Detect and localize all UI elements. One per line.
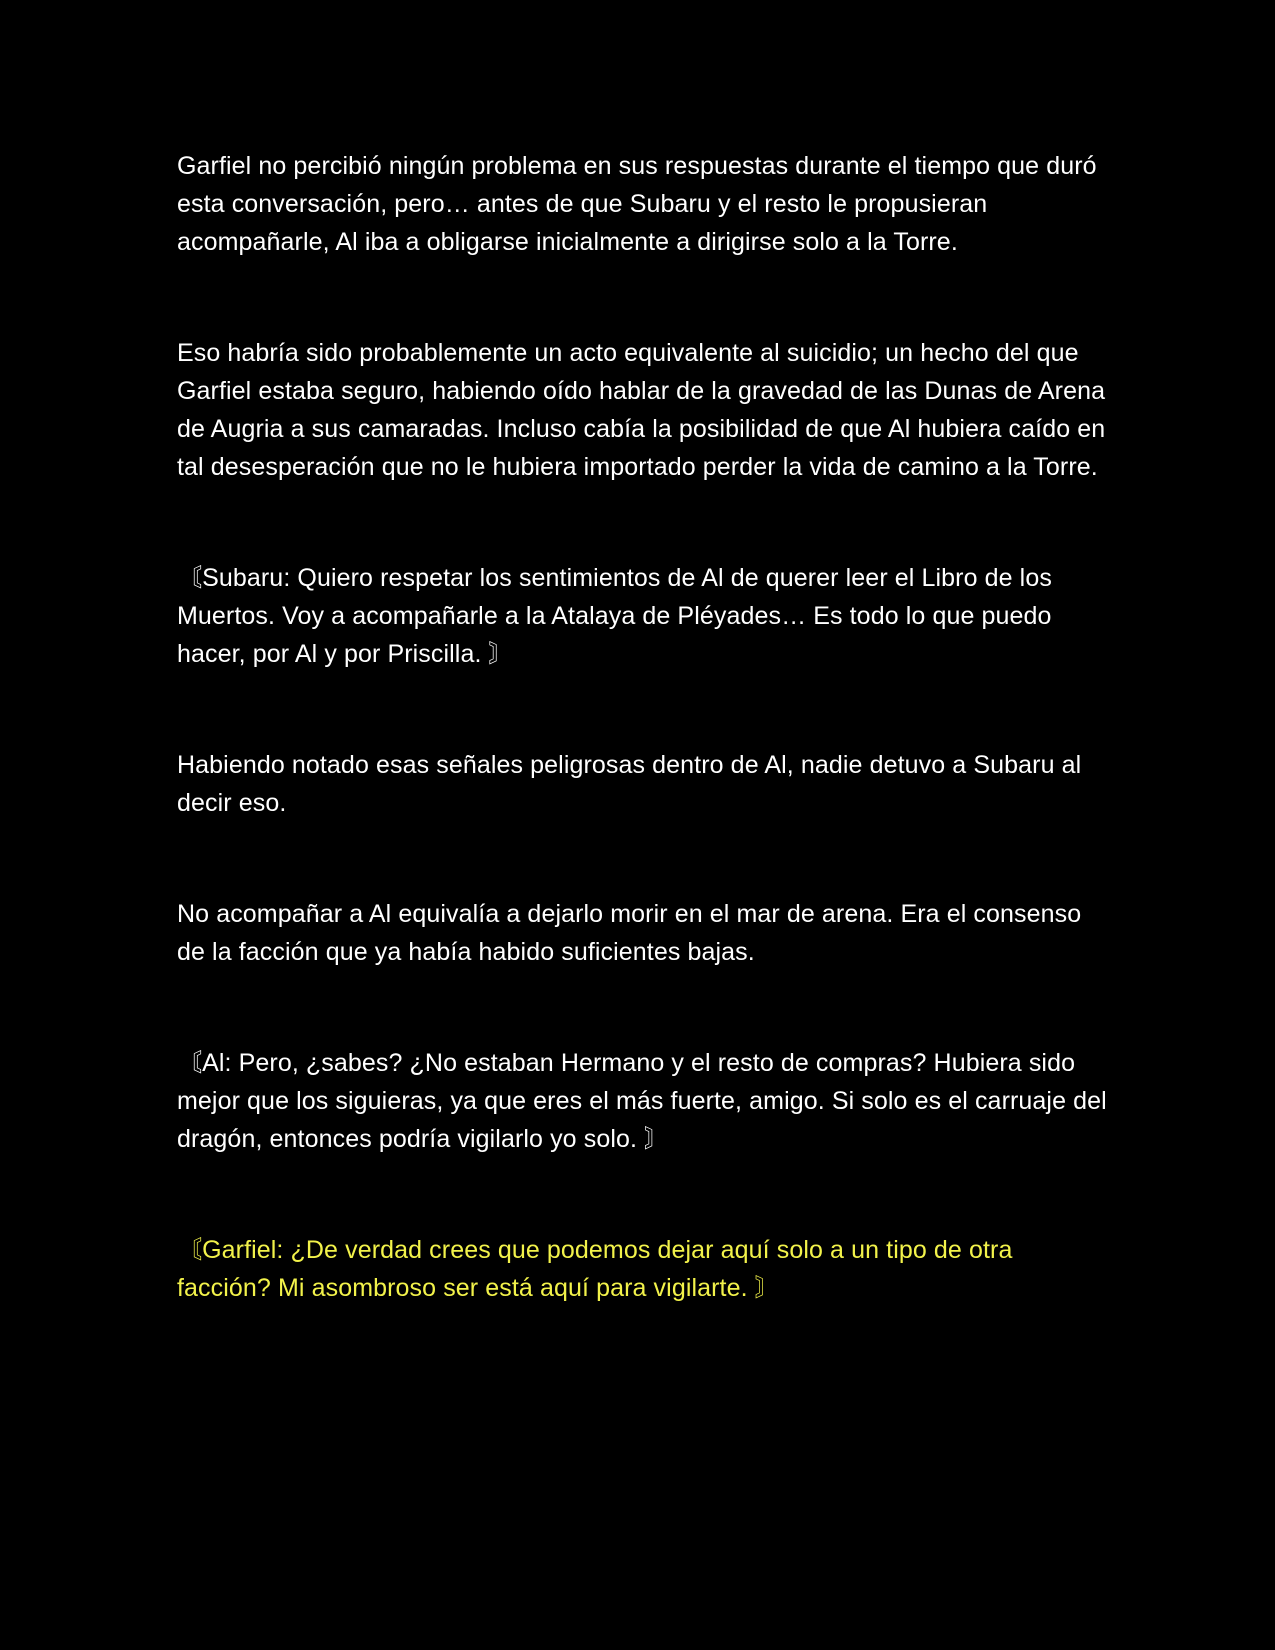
dialogue-al: 〘Al: Pero, ¿sabes? ¿No estaban Hermano y el resto de compras? Hubiera sido mejor que los siguieras, ya que eres el más fuerte, amigo. Si solo es el carruaje del dragón, entonces podría vigilarlo yo solo. 〙 xyxy=(177,1049,1107,1153)
paragraph: Garfiel no percibió ningún problema en sus respuestas durante el tiempo que duró esta conversación, pero… antes de que Subaru y el resto le propusieran acompañarle, Al iba a obligarse inicialmente a dirigirse solo a la Torre. xyxy=(177,152,1097,256)
paragraph: No acompañar a Al equivalía a dejarlo morir en el mar de arena. Era el consenso de la facción que ya había habido suficientes bajas. xyxy=(177,900,1082,966)
dialogue-garfiel-highlighted: 〘Garfiel: ¿De verdad crees que podemos dejar aquí solo a un tipo de otra facción? Mi asombroso ser está aquí para vigilarte. 〙 xyxy=(177,1236,1013,1302)
dialogue-subaru: 〘Subaru: Quiero respetar los sentimientos de Al de querer leer el Libro de los Muertos. Voy a acompañarle a la Atalaya de Pléyades… Es todo lo que puedo hacer, por Al y por Priscilla. 〙 xyxy=(177,564,1052,668)
document-body xyxy=(177,147,1107,1307)
paragraph: Habiendo notado esas señales peligrosas dentro de Al, nadie detuvo a Subaru al decir eso. xyxy=(177,751,1082,817)
paragraph: Eso habría sido probablemente un acto equivalente al suicidio; un hecho del que Garfiel estaba seguro, habiendo oído hablar de la gravedad de las Dunas de Arena de Augria a sus camaradas. Incluso cabía la posibilidad de que Al hubiera caído en tal desesperación que no le hubiera importado perder la vida de camino a la Torre. xyxy=(177,339,1106,481)
